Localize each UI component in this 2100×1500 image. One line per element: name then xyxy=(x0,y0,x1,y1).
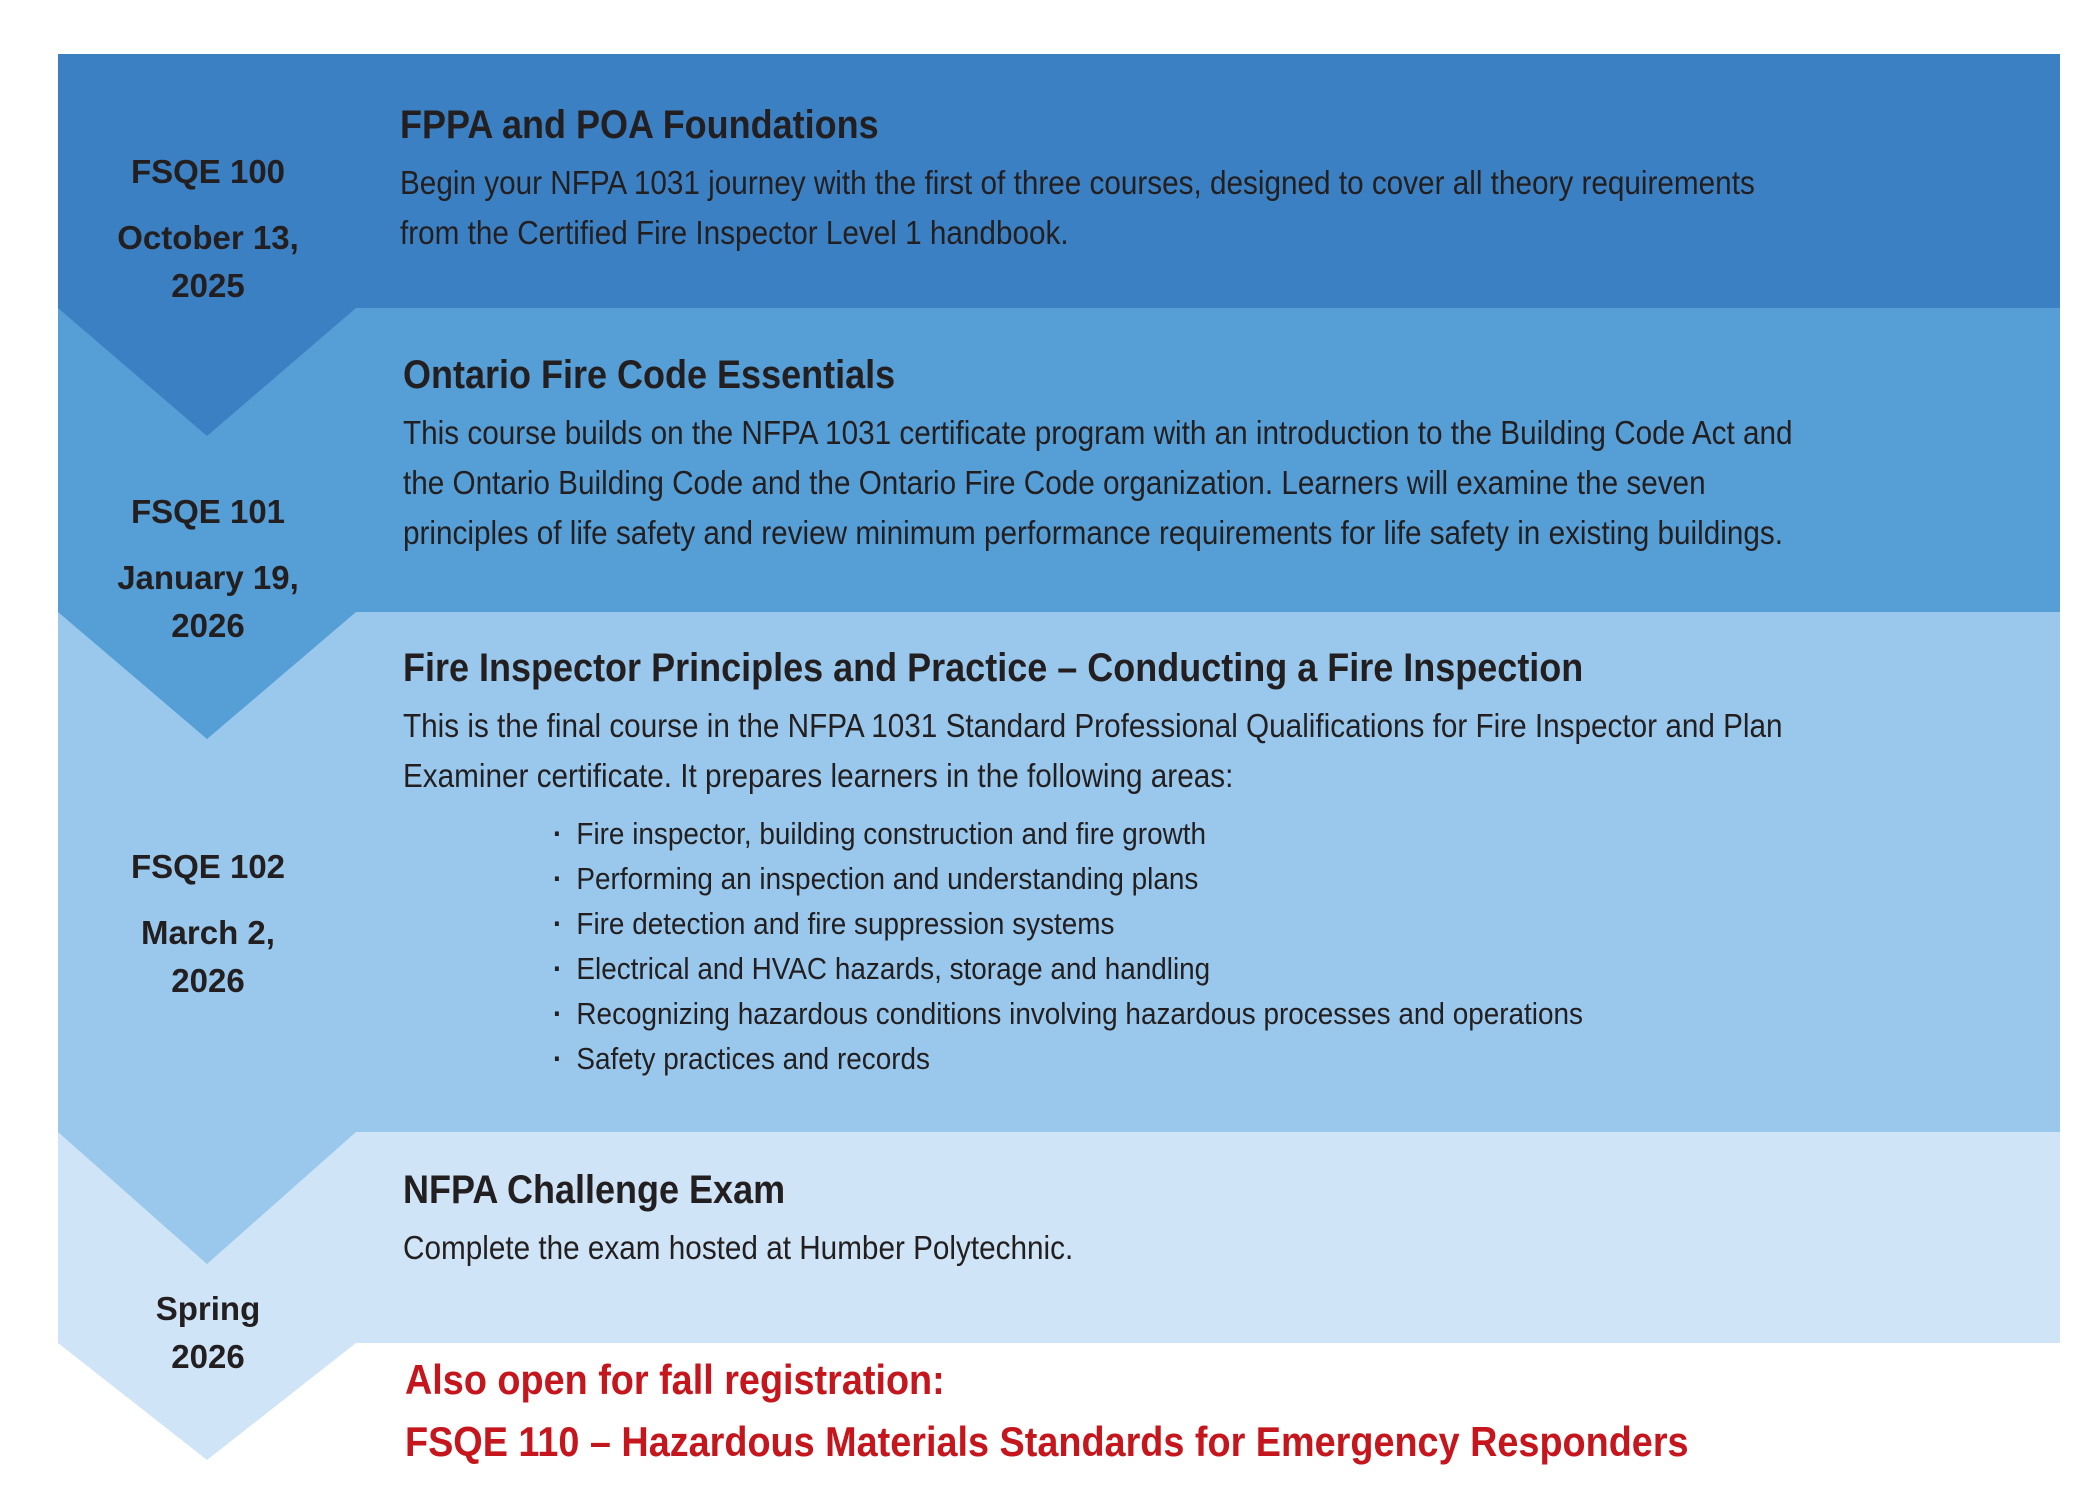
fall-registration-heading: Also open for fall registration: xyxy=(405,1356,945,1403)
bullet-marker: · xyxy=(553,951,563,986)
list-item-text: Safety practices and records xyxy=(576,1041,930,1076)
course-description: Complete the exam hosted at Humber Polytechnic. xyxy=(403,1229,1074,1266)
course-2-content xyxy=(403,350,1963,558)
course-topic-list xyxy=(403,811,1963,1081)
bullet-marker: · xyxy=(553,1041,563,1076)
bullet-marker: · xyxy=(553,996,563,1031)
course-date: Spring xyxy=(155,1290,261,1327)
bullet-marker: · xyxy=(553,861,563,896)
course-4-content xyxy=(403,1165,1963,1273)
course-1-date-box xyxy=(58,150,358,310)
list-item-text: Performing an inspection and understanding plans xyxy=(576,861,1199,896)
bullet-marker: · xyxy=(553,816,563,851)
course-date-year: 2026 xyxy=(171,1338,245,1375)
course-description: This course builds on the NFPA 1031 certificate program with an introduction to the Building Code Act and the Ontario Building Code and the Ontario Fire Code organization. Learners will examine the seven principles of life safety and review minimum performance requirements for life safety in existing buildings. xyxy=(403,414,1793,551)
list-item xyxy=(553,991,1822,1036)
list-item-text: Fire inspector, building construction and fire growth xyxy=(576,816,1207,851)
course-date-year: 2025 xyxy=(171,267,245,304)
course-3-content xyxy=(403,643,1963,1081)
course-date-year: 2026 xyxy=(171,962,245,999)
course-description: This is the final course in the NFPA 1031 Standard Professional Qualifications for Fire Inspector and Plan Examiner certificate. It prepares learners in the following areas: xyxy=(403,707,1783,794)
list-item-text: Electrical and HVAC hazards, storage and handling xyxy=(576,951,1211,986)
bullet-marker: · xyxy=(553,906,563,941)
course-3-date-box xyxy=(58,845,358,1005)
course-code: FSQE 102 xyxy=(130,848,286,885)
course-title: Fire Inspector Principles and Practice – Conducting a Fire Inspection xyxy=(403,646,1584,690)
course-title: Ontario Fire Code Essentials xyxy=(403,353,896,397)
course-code: FSQE 101 xyxy=(130,493,286,530)
list-item xyxy=(553,946,1822,991)
course-description: Begin your NFPA 1031 journey with the first of three courses, designed to cover all theory requirements from the Certified Fire Inspector Level 1 handbook. xyxy=(400,164,1755,251)
list-item xyxy=(553,901,1822,946)
course-1-content xyxy=(400,100,1940,258)
course-date-year: 2026 xyxy=(171,607,245,644)
course-code: FSQE 100 xyxy=(130,153,286,190)
list-item-text: Recognizing hazardous conditions involving hazardous processes and operations xyxy=(576,996,1583,1031)
course-date: October 13, xyxy=(117,219,299,256)
course-date: March 2, xyxy=(141,914,275,951)
course-2-date-box xyxy=(58,490,358,650)
list-item xyxy=(553,856,1822,901)
list-item xyxy=(553,1036,1822,1081)
course-4-date-box xyxy=(58,1285,358,1381)
list-item xyxy=(553,811,1822,856)
fall-registration-course: FSQE 110 – Hazardous Materials Standards for Emergency Responders xyxy=(405,1418,1689,1465)
course-title: NFPA Challenge Exam xyxy=(403,1168,786,1212)
list-item-text: Fire detection and fire suppression systems xyxy=(576,906,1115,941)
course-date: January 19, xyxy=(117,559,299,596)
course-title: FPPA and POA Foundations xyxy=(400,103,879,147)
